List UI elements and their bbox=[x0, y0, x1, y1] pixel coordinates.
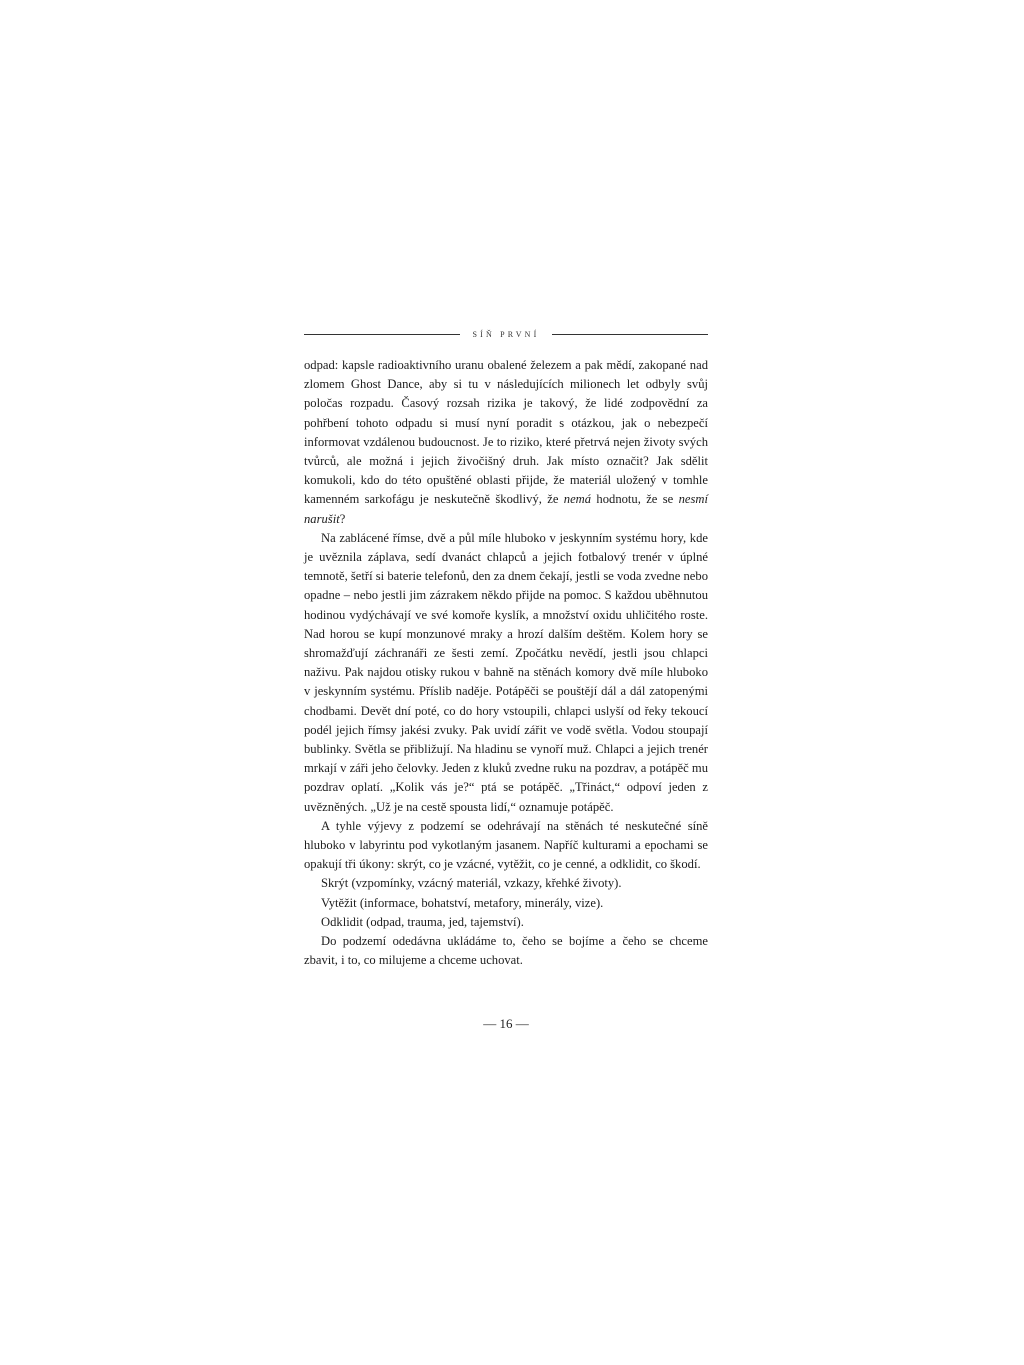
paragraph-5: Vytěžit (informace, bohatství, metafory, minerály, vize). bbox=[321, 895, 604, 910]
page-number: — 16 — bbox=[483, 1016, 529, 1031]
book-page bbox=[304, 0, 708, 1365]
paragraph-2: Na zablácené římse, dvě a půl míle hluboko v jeskynním systému hory, kde je uvěznila záplava, sedí dvanáct chlapců a jejich fotbalový trenér v úplné temnotě, šetří si baterie telefonů, den za dnem čekají, jestli se voda zvedne nebo opadne – nebo jestli jim zázrakem někdo přijde na pomoc. S každou uběhnutou hodinou vydýchávají ve své komoře kyslík, a množství oxidu uhličitého roste. Nad horou se kupí monzunové mraky a hrozí dalším deštěm. Kolem hory se shromažďují záchranáři ze šesti zemí. Zpočátku nevědí, jestli jsou chlapci naživu. Pak najdou otisky rukou v bahně na stěnách komory dvě míle hluboko v jeskynním systému. Příslib naděje. Potápěči se pouštějí dál a dál zatopenými chodbami. Devět dní poté, co do hory vstoupili, chlapci uslyší od řeky tekoucí podél jejich římsy jakési zvuky. Pak uvidí zářit ve vodě světla. Vodou stoupají bublinky. Světla se přibližují. Na hladinu se vynoří muž. Chlapci a jejich trenér mrkají v záři jeho čelovky. Jeden z kluků zvedne ruku na pozdrav, a potápěč mu pozdrav oplatí. „Kolik vás je?“ ptá se potápěč. „Třináct,“ odpoví jeden z uvězněných. „Už je na cestě spousta lidí,“ oznamuje potápěč. bbox=[304, 530, 708, 814]
paragraph-1-text-a: odpad: kapsle radioaktivního uranu obalené železem a pak mědí, zakopané nad zlomem Ghost Dance, aby si tu v následujících milionech let odbyly svůj poločas rozpadu. Časový rozsah rizika je takový, že lidé zodpovědní za pohřbení tohoto odpadu si musí nyní poradit s otázkou, jak o nebezpečí informovat vzdálenou budoucnost. Je to riziko, které přetrvá nejen životy svých tvůrců, ale možná i jejich živočišný druh. Jak místo označit? Jak sdělit komukoli, kdo do této opuštěné oblasti přijde, že materiál uložený v tomhle kamenném sarkofágu je neskutečně škodlivý, že bbox=[304, 358, 708, 507]
running-head-rule-left bbox=[304, 334, 460, 335]
paragraph-7: Do podzemí odedávna ukládáme to, čeho se bojíme a čeho se chceme zbavit, i to, co milujeme a chceme uchovat. bbox=[304, 934, 708, 968]
running-head-title: SÍŇ PRVNÍ bbox=[472, 329, 540, 339]
paragraph-6: Odklidit (odpad, trauma, jed, tajemství). bbox=[321, 914, 524, 929]
paragraph-1 bbox=[304, 356, 708, 529]
running-head bbox=[304, 327, 708, 341]
running-head-rule-right bbox=[552, 334, 708, 335]
paragraph-3: A tyhle výjevy z podzemí se odehrávají na stěnách té neskutečné síně hluboko v labyrintu pod vykotlaným jasanem. Napříč kulturami a epochami se opakují tři úkony: skrýt, co je vzácné, vytěžit, co je cenné, a odklidit, co škodí. bbox=[304, 818, 708, 872]
paragraph-4: Skrýt (vzpomínky, vzácný materiál, vzkazy, křehké životy). bbox=[321, 876, 622, 891]
paragraph-1-text-b: hodnotu, že se bbox=[591, 492, 679, 507]
paragraph-1-text-c: ? bbox=[339, 511, 346, 526]
emphasis-nema: nemá bbox=[563, 492, 592, 507]
body-text bbox=[304, 356, 708, 971]
emphasis-nesmi-narusit: nesmí narušit bbox=[304, 492, 708, 526]
